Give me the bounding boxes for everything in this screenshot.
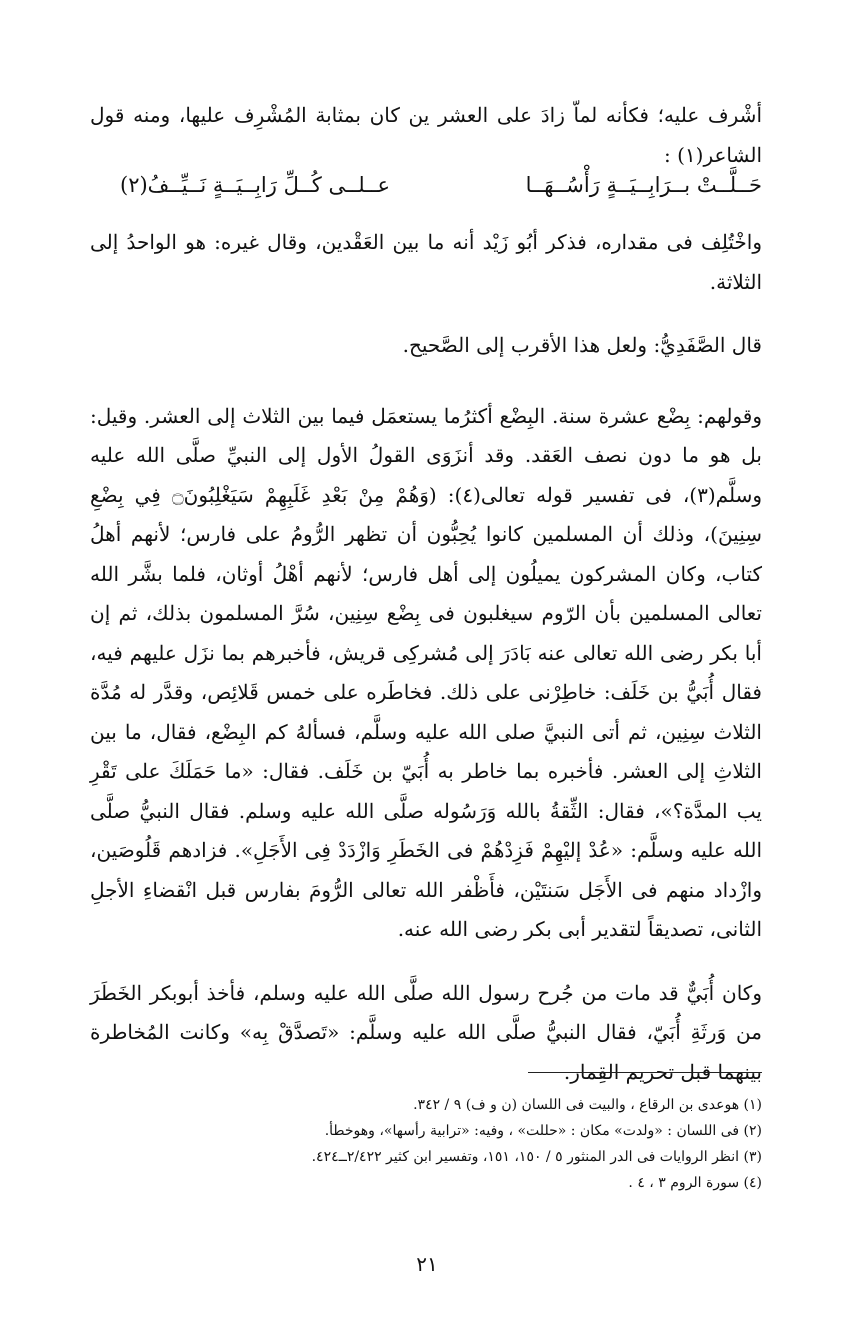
footnote-divider bbox=[528, 1072, 762, 1073]
verse-second-hemistich: عــلــى كُــلِّ رَابِــيَــةٍ نَــيِّــفُ(٢) bbox=[120, 173, 391, 197]
verse-first-hemistich: حَــلَّــتْ بــرَابِــيَــةٍ رَأْسُــهَــا bbox=[525, 173, 762, 197]
paragraph-4: وقولهم: بِضْع عشرة سنة. البِضْع أكثرُما يستعمَل فيما بين الثلاث إلى العشر. وقيل: بل هو ما دون نصف العَقد. وقد أنزَوَى القولُ الأول إلى النبيِّ صلَّى الله عليه وسلَّم(٣)، فى تفسير قوله تعالى(٤): (وَهُمْ مِنْ بَعْدِ غَلَبِهِمْ سَيَغْلِبُونَ۝ فِي بِضْعِ سِنِينَ)، وذلك أن المسلمين كانوا يُحِبُّون أن تظهر الرُّومُ على فارس؛ لأنهم أهلُ كتاب، وكان المشركون يميلُون إلى أهل فارس؛ لأنهم أهْلُ أوثان، فلما بشَّر الله تعالى المسلمين بأن الرّوم سيغلبون فى بِضْع سِنِين، سُرَّ المسلمون بذلك، ثم إن أبا بكر رضى الله تعالى عنه بَادَرَ إلى مُشركِى قريش، فأخبرهم بما نزَل عليهم فيه، فقال أُبَيُّ بن خَلَف: خاطِرْنى على ذلك. فخاطَره على خمس قَلائِص، وقدَّر له مُدَّة الثلاث سِنِين، ثم أتى النبيَّ صلى الله عليه وسلَّم، فسألهُ كم البِضْع، فقال، ما بين الثلاثِ إلى العشر. فأخبره بما خاطر به أُبَيّ بن خَلَف. فقال: «ما حَمَلَكَ على تَقْرِ يب المدَّة؟»، فقال: الثِّقةُ بالله وَرَسُوله صلَّى الله عليه وسلم. فقال النبيُّ صلَّى الله عليه وسلَّم: «عُدْ إليْهِمْ فَزِدْهُمْ فى الخَطَرِ وَازْدَدْ فِى الأَجَلِ». فزادهم قَلُوصَين، وازْداد منهم فى الأَجَل سَنتَيْن، فأَظْفر الله تعالى الرُّومَ بفارس قبل انْقضاءِ الأجلِ الثانى، تصديقاً لتقدير أبى بكر رضى الله عنه. bbox=[90, 403, 763, 941]
poetry-verse bbox=[120, 169, 762, 201]
footnote-3: (٣) انظر الروايات فى الدر المنثور ٥ / ١٥٠، ١٥١، وتفسير ابن كثير ٢/٤٢٢ــ٤٢٤. bbox=[311, 1149, 762, 1165]
page-number: ٢١ bbox=[416, 1252, 438, 1276]
footnote-1: (١) هوعدى بن الرقاع ، والبيت فى اللسان (ن و ف) ٩ / ٣٤٢. bbox=[413, 1097, 762, 1113]
paragraph-2: واخْتُلِف فى مقداره، فذكر أبُو زَيْد أنه ما بين العَقْدين، وقال غيره: هو الواحدُ إلى الثلاثة. bbox=[90, 230, 762, 294]
page-body bbox=[90, 96, 762, 1092]
paragraph-5: وكان أُبَيٌّ قد مات من جُرح رسول الله صلَّى الله عليه وسلم، فأخذ أبوبكر الخَطَرَ من وَرثَةِ أُبَيّ، فقال النبيُّ صلَّى الله عليه وسلَّم: «تَصدَّقْ بِه» وكانت المُخاطرة بينهما قبل تحريم القِمار. bbox=[90, 980, 762, 1084]
paragraph-1: أشْرف عليه؛ فكأنه لماّ زادَ على العشر ين كان بمثابة المُشْرِف عليها، ومنه قول الشاعر(١) : bbox=[90, 103, 763, 167]
footnotes bbox=[90, 1092, 762, 1196]
footnote-4: (٤) سورة الروم ٣ ، ٤ . bbox=[628, 1175, 762, 1191]
paragraph-3: قال الصَّفَدِيُّ: ولعل هذا الأقرب إلى الصَّحيح. bbox=[402, 333, 762, 357]
footnote-2: (٢) فى اللسان : «ولدت» مكان : «حللت» ، وفيه: «ترابية رأسها»، وهوخطأ. bbox=[324, 1123, 762, 1139]
